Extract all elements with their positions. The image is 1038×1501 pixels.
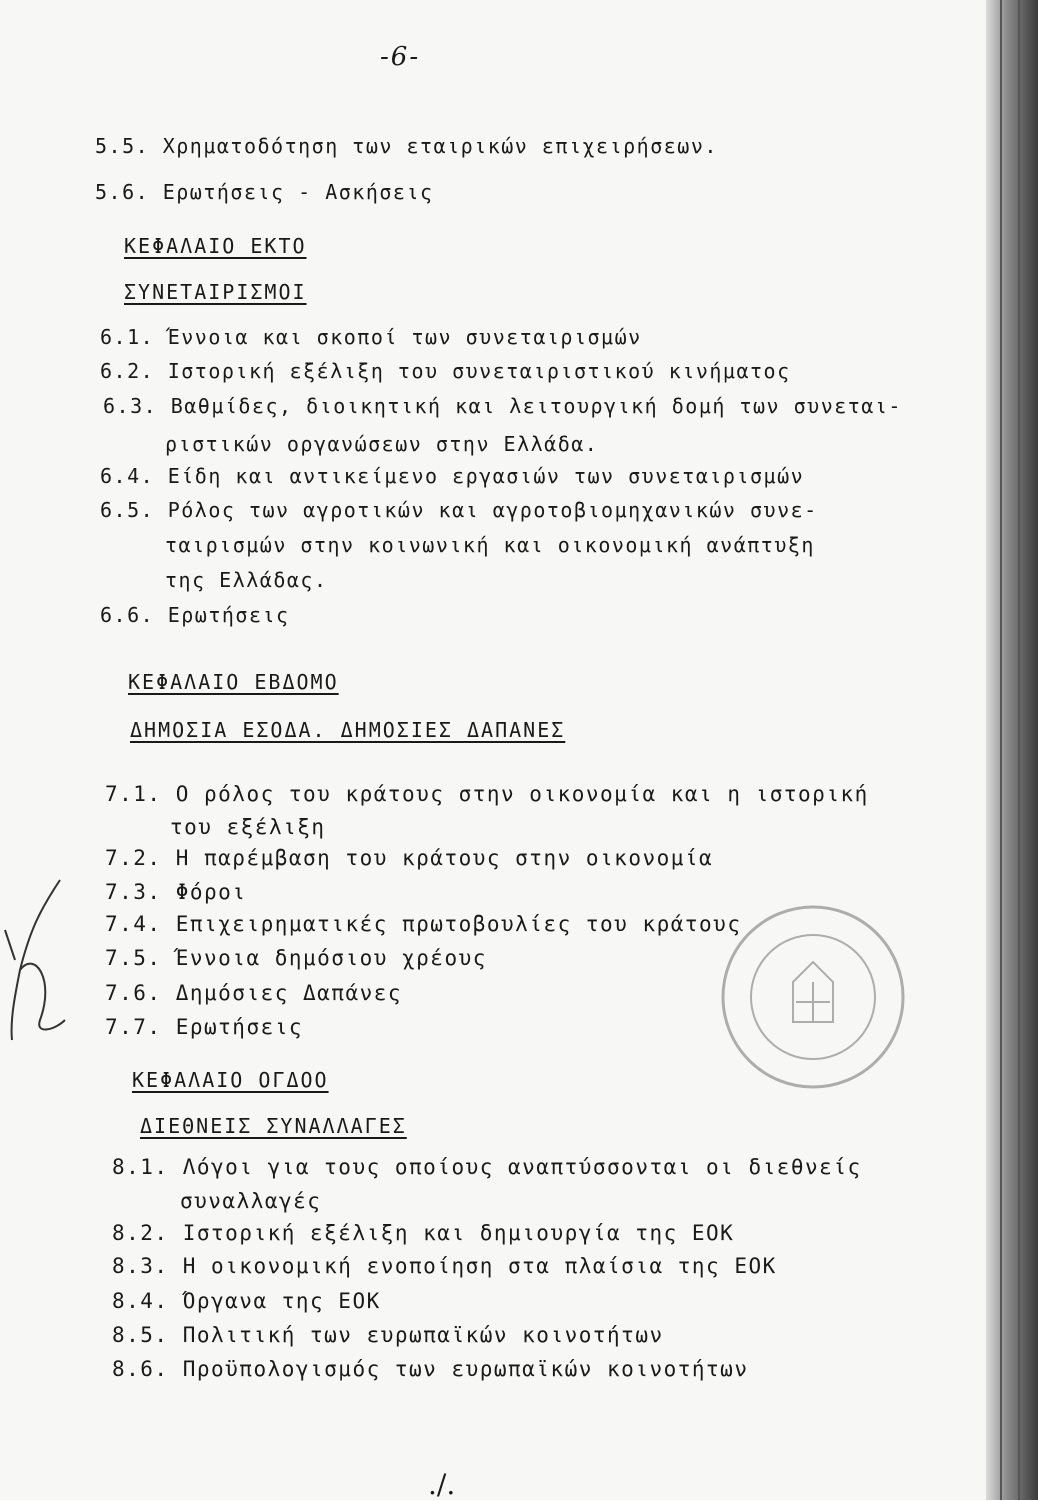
item-number: 5.5. xyxy=(95,134,150,158)
item-number: 8.3. xyxy=(112,1254,169,1278)
item-number: 7.7. xyxy=(105,1015,162,1039)
chapter-heading: ΚΕΦΑΛΑΙΟ ΟΓΔΟΟ xyxy=(132,1068,329,1092)
item-text: Ιστορική εξέλιξη του συνεταιριστικού κινήματος xyxy=(167,359,791,383)
item-number: 8.5. xyxy=(112,1323,169,1347)
item-text: Είδη και αντικείμενο εργασιών των συνεταιρισμών xyxy=(167,464,805,488)
list-item xyxy=(100,325,642,349)
item-number: 8.1. xyxy=(112,1155,169,1179)
item-text: Ερωτήσεις xyxy=(167,603,290,627)
item-number: 5.6. xyxy=(95,180,150,204)
item-number: 8.4. xyxy=(112,1289,169,1313)
list-item xyxy=(112,1221,734,1245)
item-number: 7.1. xyxy=(105,782,162,806)
list-item xyxy=(100,603,290,627)
item-text: Δημόσιες Δαπάνες xyxy=(175,981,403,1005)
item-text: Πολιτική των ευρωπαϊκών κοινοτήτων xyxy=(182,1323,664,1347)
item-number: 6.5. xyxy=(100,498,155,522)
item-text: Έννοια δημόσιου χρέους xyxy=(175,946,487,970)
list-item xyxy=(100,464,804,488)
list-item xyxy=(112,1289,381,1313)
signature-icon xyxy=(0,870,80,1050)
item-number: 7.3. xyxy=(105,880,162,904)
item-text: Ρόλος των αγροτικών και αγροτοβιομηχανικών συνε- xyxy=(167,498,818,522)
item-text: Ιστορική εξέλιξη και δημιουργία της ΕΟΚ xyxy=(182,1221,735,1245)
item-text: Έννοια και σκοποί των συνεταιρισμών xyxy=(167,325,642,349)
item-number: 7.4. xyxy=(105,912,162,936)
item-text: Όργανα της ΕΟΚ xyxy=(182,1289,381,1313)
item-text: Ερωτήσεις - Ασκήσεις xyxy=(162,180,434,204)
list-item xyxy=(105,846,713,870)
item-number: 7.6. xyxy=(105,981,162,1005)
item-continuation: του εξέλιξη xyxy=(170,815,326,839)
item-number: 8.6. xyxy=(112,1357,169,1381)
chapter-heading: ΚΕΦΑΛΑΙΟ ΕΒΔΟΜΟ xyxy=(128,670,339,694)
item-text: Φόροι xyxy=(175,880,247,904)
item-number: 6.6. xyxy=(100,603,155,627)
item-text: Η παρέμβαση του κράτους στην οικονομία xyxy=(175,846,714,870)
item-number: 6.2. xyxy=(100,359,155,383)
item-continuation: ριστικών οργανώσεων στην Ελλάδα. xyxy=(165,432,599,456)
list-item xyxy=(100,498,818,522)
list-item xyxy=(112,1155,862,1179)
list-item xyxy=(105,782,869,806)
list-item xyxy=(105,912,741,936)
item-number: 6.4. xyxy=(100,464,155,488)
list-item xyxy=(95,134,718,158)
official-stamp-icon xyxy=(718,902,908,1092)
list-item xyxy=(112,1357,748,1381)
chapter-title: ΔΙΕΘΝΕΙΣ ΣΥΝΑΛΛΑΓΕΣ xyxy=(140,1114,407,1138)
list-item xyxy=(112,1254,777,1278)
continue-mark: ./. xyxy=(428,1468,456,1501)
list-item xyxy=(100,359,791,383)
chapter-heading: ΚΕΦΑΛΑΙΟ ΕΚΤΟ xyxy=(124,234,307,258)
item-continuation: συναλλαγές xyxy=(180,1189,322,1213)
page-edge xyxy=(986,0,1038,1500)
item-text: Η οικονομική ενοποίηση στα πλαίσια της ΕΟΚ xyxy=(182,1254,777,1278)
item-text: Βαθμίδες, διοικητική και λειτουργική δομή των συνεται- xyxy=(170,394,902,418)
item-text: Ο ρόλος του κράτους στην οικονομία και η ιστορική xyxy=(175,782,869,806)
page-edge-line xyxy=(1000,0,1002,1500)
page-number: -6- xyxy=(380,42,421,72)
list-item xyxy=(103,394,902,418)
item-text: Λόγοι για τους οποίους αναπτύσσονται οι διεθνείς xyxy=(182,1155,862,1179)
item-text: Επιχειρηματικές πρωτοβουλίες του κράτους xyxy=(175,912,742,936)
item-text: Προϋπολογισμός των ευρωπαϊκών κοινοτήτων xyxy=(182,1357,749,1381)
item-continuation: ταιρισμών στην κοινωνική και οικονομική ανάπτυξη xyxy=(165,533,815,557)
chapter-title: ΔΗΜΟΣΙΑ ΕΣΟΔΑ. ΔΗΜΟΣΙΕΣ ΔΑΠΑΝΕΣ xyxy=(130,718,566,742)
list-item xyxy=(105,946,487,970)
chapter-title: ΣΥΝΕΤΑΙΡΙΣΜΟΙ xyxy=(124,280,307,304)
item-number: 8.2. xyxy=(112,1221,169,1245)
item-number: 6.1. xyxy=(100,325,155,349)
list-item xyxy=(105,981,402,1005)
list-item xyxy=(95,180,434,204)
list-item xyxy=(112,1323,664,1347)
item-number: 7.2. xyxy=(105,846,162,870)
item-text: Χρηματοδότηση των εταιρικών επιχειρήσεων. xyxy=(162,134,718,158)
item-continuation: της Ελλάδας. xyxy=(165,568,328,592)
list-item xyxy=(105,1015,303,1039)
item-text: Ερωτήσεις xyxy=(175,1015,304,1039)
item-number: 6.3. xyxy=(103,394,158,418)
item-number: 7.5. xyxy=(105,946,162,970)
list-item xyxy=(105,880,246,904)
page-edge-line xyxy=(1018,0,1020,1500)
